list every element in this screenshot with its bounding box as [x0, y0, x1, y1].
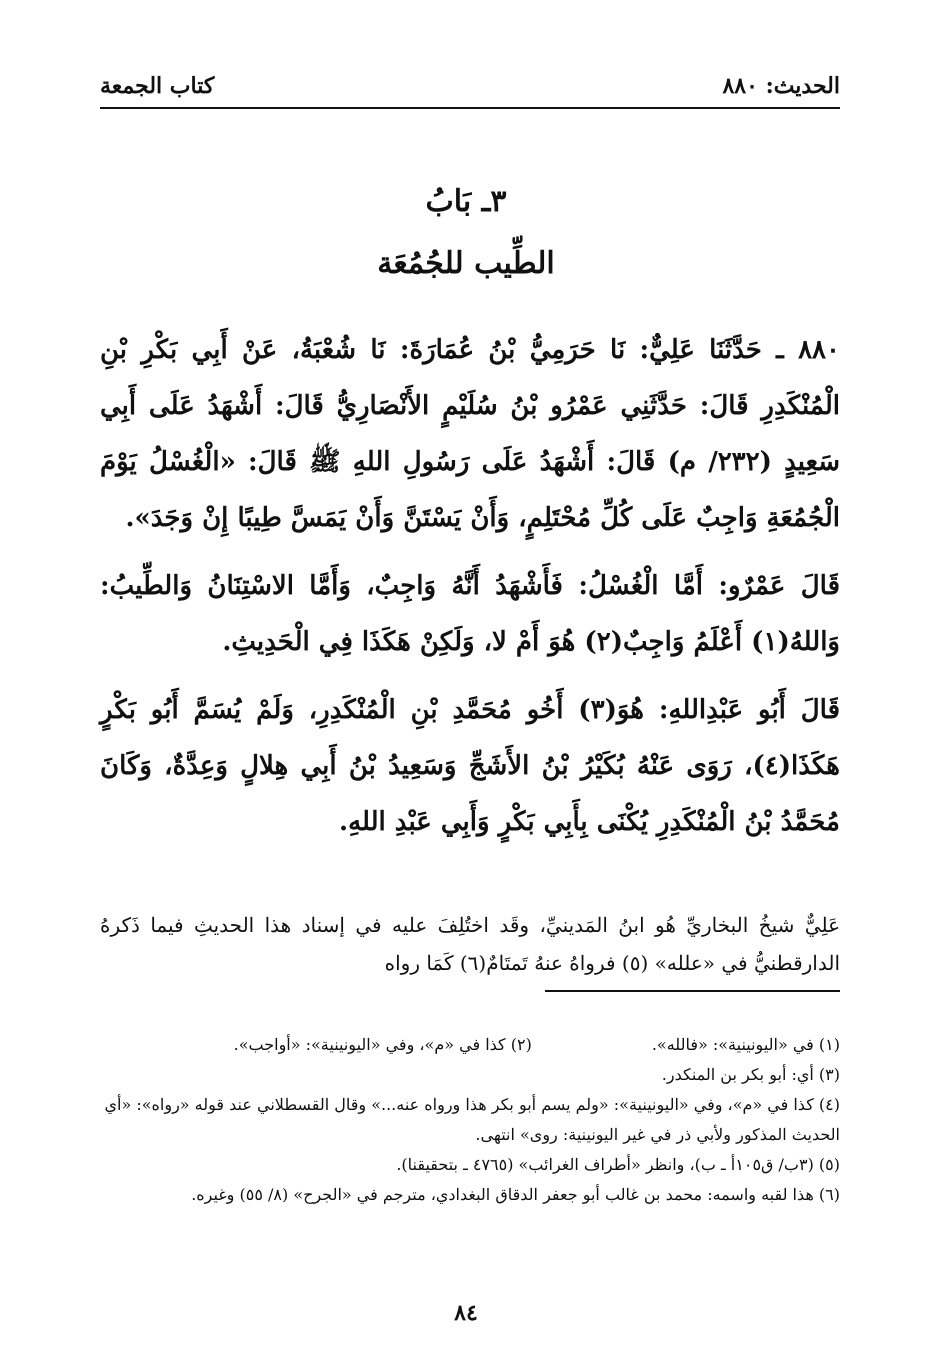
main-text: [100, 322, 840, 862]
chapter-heading: ٣ـ بَابُ: [425, 184, 507, 219]
commentary-paragraph: عَلِيٌّ شيخُ البخاريِّ هُو ابنُ المَدينيِّ، وقَد اختُلِفَ عليه في إسناد هذا الحديثِ فيما ذَكرهُ الدارقطنيُّ في «علله» (٥) فرواهُ عنهُ تَمتَامٌ(٦) كَمَا رواه: [100, 913, 840, 975]
chapter-title: الطِّيب للجُمُعَة: [377, 246, 555, 281]
footnote-divider: [545, 990, 840, 992]
running-header: [100, 68, 840, 104]
footnote-row: [100, 1030, 840, 1060]
footnote-5: (٥) (٣ب/ ق١٠٥أ ـ ب)، وانظر «أطراف الغرائب» (٤٧٦٥ ـ بتحقيقنا).: [396, 1155, 840, 1174]
footnote-4: (٤) كذا في «م»، وفي «اليونينية»: «ولم يسم أبو بكر هذا ورواه عنه...» وقال القسطلاني عند قوله «رواه»: «أي الحديث المذكور ولأبي ذر في غير اليونينية: روى» انتهى.: [104, 1095, 840, 1144]
footnotes: [100, 1030, 840, 1210]
footnote-1: (١) في «اليونينية»: «فالله».: [651, 1035, 840, 1054]
book-title-label: كتاب الجمعة: [100, 73, 215, 99]
footnote-6: (٦) هذا لقبه واسمه: محمد بن غالب أبو جعفر الدقاق البغدادي، مترجم في «الجرح» (٨/ ٥٥) وغيره.: [191, 1185, 840, 1204]
footnote-2: (٢) كذا في «م»، وفي «اليونينية»: «أواجب».: [233, 1035, 532, 1054]
commentary-text: [100, 906, 840, 982]
footnote-3: (٣) أي: أبو بكر بن المنكدر.: [661, 1065, 840, 1084]
page-number: ٨٤: [454, 1300, 478, 1326]
header-divider: [100, 107, 840, 109]
hadith-number-label: الحديث: ٨٨٠: [722, 73, 840, 99]
amr-comment-paragraph: قَالَ عَمْرٌو: أَمَّا الْغُسْلُ: فَأَشْهَدُ أَنَّهُ وَاجِبٌ، وَأَمَّا الاسْتِنَانُ وَالطِّيبُ: وَاللهُ(١) أَعْلَمُ وَاجِبٌ(٢) هُوَ أَمْ لا، وَلَكِنْ هَكَذَا فِي الْحَدِيثِ.: [100, 571, 840, 657]
abu-abdillah-paragraph: قَالَ أَبُو عَبْدِاللهِ: هُوَ(٣) أَخُو مُحَمَّدِ بْنِ الْمُنْكَدِرِ، وَلَمْ يُسَمَّ أَبُو بَكْرٍ هَكَذَا(٤)، رَوَى عَنْهُ بُكَيْرُ بْنُ الأَشَجِّ وَسَعِيدُ بْنُ أَبِي هِلالٍ وَعِدَّةٌ، وَكَانَ مُحَمَّدُ بْنُ الْمُنْكَدِرِ يُكْنَى بِأَبِي بَكْرٍ وَأَبِي عَبْدِ اللهِ.: [100, 695, 840, 837]
hadith-paragraph: ٨٨٠ ـ حَدَّثَنَا عَلِيٌّ: نَا حَرَمِيُّ بْنُ عُمَارَةَ: نَا شُعْبَةُ، عَنْ أَبِي بَكْرِ بْنِ الْمُنْكَدِرِ قَالَ: حَدَّثَنِي عَمْرُو بْنُ سُلَيْمٍ الأَنْصَارِيُّ قَالَ: أَشْهَدُ عَلَى أَبِي سَعِيدٍ (٢٣٢/ م) قَالَ: أَشْهَدُ عَلَى رَسُولِ اللهِ ﷺ قَالَ: «الْغُسْلُ يَوْمَ الْجُمُعَةِ وَاجِبٌ عَلَى كُلِّ مُحْتَلِمٍ، وَأَنْ يَسْتَنَّ وَأَنْ يَمَسَّ طِيبًا إِنْ وَجَدَ».: [100, 335, 840, 533]
